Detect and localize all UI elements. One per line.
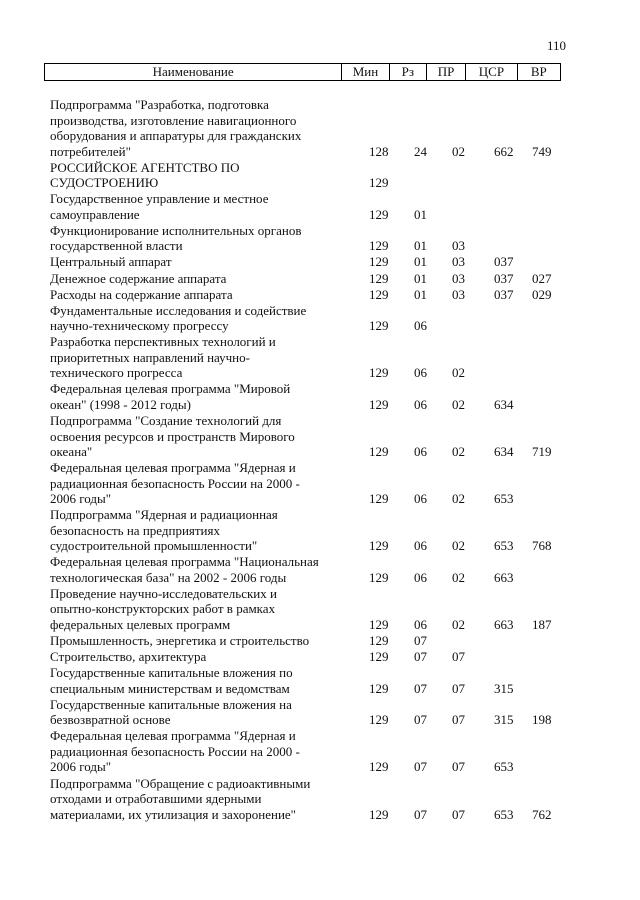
row-name: РОССИЙСКОЕ АГЕНТСТВО ПО СУДОСТРОЕНИЮ bbox=[50, 159, 240, 191]
row-csr: 634 bbox=[494, 396, 514, 412]
row-rz: 07 bbox=[414, 680, 427, 696]
row-rz: 06 bbox=[414, 538, 427, 554]
table-row bbox=[0, 381, 640, 412]
row-csr: 653 bbox=[494, 491, 514, 507]
table-row bbox=[0, 254, 640, 270]
row-min: 128 bbox=[369, 143, 389, 159]
row-pr: 02 bbox=[452, 396, 465, 412]
row-csr: 634 bbox=[494, 444, 514, 459]
table-row bbox=[0, 554, 640, 585]
row-csr: 037 bbox=[494, 254, 514, 270]
row-csr: 653 bbox=[494, 806, 514, 822]
table-row bbox=[0, 271, 640, 287]
row-rz: 07 bbox=[414, 712, 427, 728]
header-pr: ПР bbox=[426, 64, 465, 81]
row-rz: 07 bbox=[414, 649, 427, 665]
row-csr: 663 bbox=[494, 616, 514, 632]
header-vr: ВР bbox=[517, 64, 560, 81]
table-row bbox=[0, 223, 640, 254]
row-name: Строительство, архитектура bbox=[50, 649, 207, 665]
row-name: Федеральная целевая программа "Ядерная и радиационная безопасность России на 2000 - 2006 годы" bbox=[50, 728, 300, 775]
row-vr: 027 bbox=[532, 270, 552, 286]
row-name: Подпрограмма "Создание технологий для освоения ресурсов и пространств Мирового океана" bbox=[50, 413, 295, 459]
row-pr: 03 bbox=[452, 238, 465, 254]
row-pr: 03 bbox=[452, 270, 465, 286]
table-row bbox=[0, 697, 640, 728]
row-pr: 02 bbox=[452, 143, 465, 159]
table-row bbox=[0, 649, 640, 665]
row-min: 129 bbox=[369, 633, 389, 648]
row-pr: 02 bbox=[452, 365, 465, 381]
row-min: 129 bbox=[369, 318, 389, 334]
row-min: 129 bbox=[369, 396, 389, 412]
row-rz: 07 bbox=[414, 633, 427, 648]
row-min: 129 bbox=[369, 365, 389, 381]
row-rz: 06 bbox=[414, 318, 427, 334]
row-csr: 653 bbox=[494, 759, 514, 775]
row-csr: 315 bbox=[494, 712, 514, 728]
row-vr: 198 bbox=[532, 712, 552, 728]
row-name: Подпрограмма "Обращение с радиоактивными отходами и отработавшими ядерными материалами, их утилизация и захоронение" bbox=[50, 775, 311, 822]
row-pr: 07 bbox=[452, 680, 465, 696]
row-min: 129 bbox=[369, 616, 389, 632]
row-pr: 07 bbox=[452, 759, 465, 775]
table-row bbox=[0, 413, 640, 460]
row-csr: 037 bbox=[494, 286, 514, 302]
row-pr: 02 bbox=[452, 538, 465, 554]
row-name: Государственные капитальные вложения по специальным министерствам и ведомствам bbox=[50, 665, 293, 696]
row-name: Подпрограмма "Разработка, подготовка производства, изготовление навигационного оборудования и аппаратуры для гражданских потребителей" bbox=[50, 97, 302, 159]
row-rz: 06 bbox=[414, 444, 427, 459]
row-vr: 029 bbox=[532, 286, 552, 302]
row-min: 129 bbox=[369, 286, 389, 302]
row-rz: 06 bbox=[414, 569, 427, 585]
header-csr: ЦСР bbox=[466, 64, 517, 81]
page-number: 110 bbox=[546, 38, 566, 53]
row-rz: 01 bbox=[414, 254, 427, 270]
row-name: Промышленность, энергетика и строительство bbox=[50, 633, 310, 648]
row-pr: 03 bbox=[452, 254, 465, 270]
row-rz: 01 bbox=[414, 270, 427, 286]
table-row bbox=[0, 97, 640, 159]
table-row bbox=[0, 287, 640, 303]
row-csr: 653 bbox=[494, 538, 514, 554]
row-min: 129 bbox=[369, 175, 389, 191]
row-rz: 01 bbox=[414, 206, 427, 222]
table-header bbox=[44, 63, 561, 81]
row-min: 129 bbox=[369, 491, 389, 507]
row-name: Разработка перспективных технологий и приоритетных направлений научно- технического прогресса bbox=[50, 334, 276, 381]
row-rz: 24 bbox=[414, 143, 427, 159]
row-min: 129 bbox=[369, 444, 389, 459]
row-name: Денежное содержание аппарата bbox=[50, 270, 227, 286]
row-name: Государственное управление и местное самоуправление bbox=[50, 191, 269, 222]
table-row bbox=[0, 665, 640, 696]
header-name: Наименование bbox=[45, 64, 342, 81]
row-min: 129 bbox=[369, 270, 389, 286]
row-min: 129 bbox=[369, 254, 389, 270]
row-pr: 03 bbox=[452, 286, 465, 302]
row-vr: 768 bbox=[532, 538, 552, 554]
row-pr: 02 bbox=[452, 616, 465, 632]
row-min: 129 bbox=[369, 649, 389, 665]
row-min: 129 bbox=[369, 538, 389, 554]
row-name: Центральный аппарат bbox=[50, 254, 172, 270]
header-rz: Рз bbox=[389, 64, 426, 81]
row-pr: 07 bbox=[452, 649, 465, 665]
row-pr: 02 bbox=[452, 569, 465, 585]
row-name: Проведение научно-исследовательских и опытно-конструкторских работ в рамках федеральных целевых программ bbox=[50, 585, 277, 632]
row-name: Функционирование исполнительных органов государственной власти bbox=[50, 222, 302, 254]
table-row bbox=[0, 334, 640, 381]
row-min: 129 bbox=[369, 206, 389, 222]
row-rz: 06 bbox=[414, 365, 427, 381]
row-pr: 02 bbox=[452, 491, 465, 507]
row-pr: 07 bbox=[452, 712, 465, 728]
row-name: Федеральная целевая программа "Национальная технологическая база" на 2002 - 2006 годы bbox=[50, 554, 319, 585]
row-min: 129 bbox=[369, 569, 389, 585]
row-rz: 01 bbox=[414, 286, 427, 302]
row-csr: 662 bbox=[494, 143, 514, 159]
row-csr: 315 bbox=[494, 680, 514, 696]
row-vr: 719 bbox=[532, 444, 552, 459]
row-pr: 07 bbox=[452, 806, 465, 822]
row-rz: 01 bbox=[414, 238, 427, 254]
row-min: 129 bbox=[369, 680, 389, 696]
row-vr: 187 bbox=[532, 616, 552, 632]
row-rz: 06 bbox=[414, 396, 427, 412]
table-row bbox=[0, 728, 640, 775]
row-name: Расходы на содержание аппарата bbox=[50, 286, 233, 302]
table-row bbox=[0, 507, 640, 554]
row-vr: 749 bbox=[532, 143, 552, 159]
row-rz: 06 bbox=[414, 616, 427, 632]
row-name: Фундаментальные исследования и содействие научно-техническому прогрессу bbox=[50, 302, 307, 334]
row-min: 129 bbox=[369, 759, 389, 775]
table-row bbox=[0, 160, 640, 191]
row-pr: 02 bbox=[452, 444, 465, 459]
row-name: Подпрограмма "Ядерная и радиационная безопасность на предприятиях судостроительной промышленности" bbox=[50, 507, 278, 554]
header-min: Мин bbox=[342, 64, 389, 81]
table-row bbox=[0, 303, 640, 334]
row-name: Федеральная целевая программа "Ядерная и радиационная безопасность России на 2000 - 2006 годы" bbox=[50, 460, 300, 507]
table-row bbox=[0, 191, 640, 222]
row-csr: 037 bbox=[494, 270, 514, 286]
row-csr: 663 bbox=[494, 569, 514, 585]
row-rz: 07 bbox=[414, 806, 427, 822]
row-min: 129 bbox=[369, 806, 389, 822]
row-name: Государственные капитальные вложения на безвозвратной основе bbox=[50, 696, 292, 728]
row-min: 129 bbox=[369, 712, 389, 728]
row-name: Федеральная целевая программа "Мировой океан" (1998 - 2012 годы) bbox=[50, 381, 291, 412]
table-row bbox=[0, 460, 640, 507]
row-vr: 762 bbox=[532, 806, 552, 822]
table-row bbox=[0, 776, 640, 823]
table-row bbox=[0, 633, 640, 649]
row-min: 129 bbox=[369, 238, 389, 254]
row-rz: 06 bbox=[414, 491, 427, 507]
table-row bbox=[0, 586, 640, 633]
row-rz: 07 bbox=[414, 759, 427, 775]
